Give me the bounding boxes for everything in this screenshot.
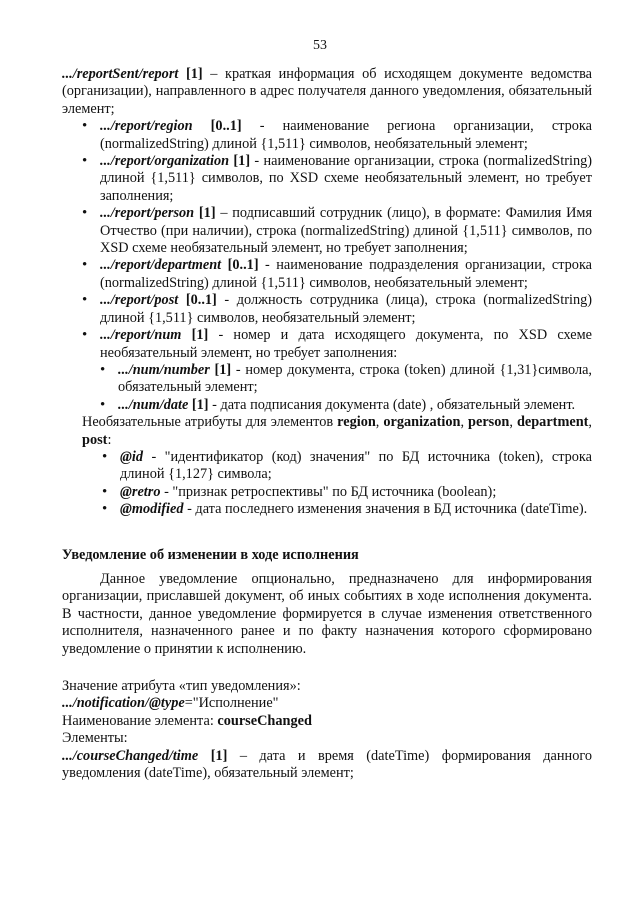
element-description: – подписавший сотрудник (лицо), в формате: Фамилия Имя Отчество (при наличии), строка (normalizedString) длиной {1,511} символов, по XSD схеме необязательный элемент, но требует заполнения; bbox=[100, 205, 593, 257]
attribute-description: - "идентификатор (код) значения" по БД источника (token), строка длиной {1,127} символа; bbox=[120, 448, 592, 483]
attribute-name: @retro bbox=[120, 483, 161, 500]
element-name: department bbox=[516, 414, 589, 431]
element-path: .../report/post bbox=[100, 292, 179, 309]
cardinality: [1] bbox=[210, 747, 228, 764]
num-sub-list bbox=[100, 362, 592, 414]
element-path: .../report/department bbox=[100, 257, 222, 274]
page-body bbox=[62, 66, 592, 782]
attribute-name: @id bbox=[120, 448, 144, 465]
element-path: .../report/region bbox=[100, 118, 193, 135]
cardinality: [0..1] bbox=[210, 118, 242, 135]
list-item-attr-retro bbox=[82, 484, 592, 501]
cardinality: [0..1] bbox=[185, 292, 217, 309]
list-item-num-date bbox=[100, 397, 592, 414]
element-description: - номер документа, строка (token) длиной {1,31}символа, обязательный элемент; bbox=[118, 361, 593, 396]
element-name: region bbox=[337, 414, 376, 431]
page-number: 53 bbox=[313, 38, 327, 53]
list-item-organization bbox=[62, 153, 592, 205]
notification-value: ="Исполнение" bbox=[184, 695, 279, 712]
list-item-num-number bbox=[100, 362, 592, 397]
list-item-attr-modified bbox=[82, 501, 592, 518]
cardinality: [1] bbox=[186, 66, 203, 82]
element-name-line bbox=[62, 713, 592, 730]
section-title: Уведомление об изменении в ходе исполнения bbox=[62, 546, 359, 563]
element-path: .../num/date bbox=[118, 396, 189, 413]
element-name: person bbox=[468, 414, 510, 431]
attribute-name: @modified bbox=[120, 501, 184, 518]
cardinality: [1] bbox=[233, 153, 251, 170]
report-element-list bbox=[62, 118, 592, 414]
element-name: courseChanged bbox=[217, 712, 312, 729]
element-name: post bbox=[82, 431, 108, 448]
attribute-list bbox=[62, 449, 592, 519]
element-path: .../report/num bbox=[100, 327, 182, 344]
element-path: .../report/person bbox=[100, 205, 195, 222]
element-description: – дата и время (dateTime) формирования данного уведомления (dateTime), обязательный элемент; bbox=[62, 747, 593, 782]
element-path: .../reportSent/report bbox=[62, 66, 179, 82]
attribute-value-label: Значение атрибута «тип уведомления»: bbox=[62, 678, 301, 694]
cardinality: [1] bbox=[191, 327, 209, 344]
element-description: – краткая информация об исходящем документе ведомства (организации), направленного в адрес получателя данного уведомления, обязательный элемент; bbox=[62, 66, 593, 117]
separator: , bbox=[375, 414, 384, 431]
report-sent-paragraph bbox=[62, 66, 592, 118]
list-item-department bbox=[62, 257, 592, 292]
list-item-post bbox=[62, 292, 592, 327]
course-time-paragraph bbox=[62, 748, 592, 783]
separator: , bbox=[588, 414, 592, 431]
elements-label: Элементы: bbox=[62, 730, 128, 747]
list-item-region bbox=[62, 118, 592, 153]
element-description: - должность сотрудника (лица), строка (normalizedString) длиной {1,511} символов, необязательный элемент; bbox=[100, 292, 592, 326]
attribute-description: - дата последнего изменения значения в БД источника (dateTime). bbox=[187, 501, 588, 518]
element-name-label: Наименование элемента: bbox=[62, 712, 218, 729]
cardinality: [0..1] bbox=[227, 257, 259, 274]
cardinality: [1] bbox=[198, 205, 216, 222]
cardinality: [1] bbox=[191, 396, 209, 413]
list-item-person bbox=[62, 205, 592, 257]
notification-path: .../notification/@type bbox=[62, 695, 185, 712]
separator: : bbox=[107, 431, 112, 448]
element-path: .../num/number bbox=[118, 361, 210, 378]
list-item-attr-id bbox=[82, 449, 592, 484]
section-paragraph: Данное уведомление опционально, предназначено для информирования организации, приславшей документ, об иных событиях в ходе исполнения документа. В частности, данное уведомление формируется в случае изменения ответственного исполнителя, назначенного ранее и по факту назначения которого сформировано уведомление о принятии к исполнению. bbox=[62, 570, 592, 657]
element-description: - наименование организации, строка (normalizedString) длиной {1,511} символов, по XSD схеме необязательный элемент, но требует заполнения; bbox=[100, 153, 593, 204]
list-item-num bbox=[62, 327, 592, 414]
separator: , bbox=[460, 414, 469, 431]
attribute-description: - "признак ретроспективы" по БД источника (boolean); bbox=[164, 483, 497, 500]
element-description: - дата подписания документа (date) , обязательный элемент. bbox=[212, 396, 576, 413]
separator: , bbox=[509, 414, 517, 431]
element-description: - наименование региона организации, строка (normalizedString) длиной {1,511} символов, необязательный элемент; bbox=[100, 118, 593, 152]
element-description: - наименование подразделения организации, строка (normalizedString) длиной {1,511} символов, необязательный элемент; bbox=[100, 257, 593, 291]
element-name: organization bbox=[383, 414, 461, 431]
optional-attributes-intro bbox=[62, 414, 592, 449]
element-path: .../report/organization bbox=[100, 153, 230, 170]
notification-type-line bbox=[62, 695, 592, 712]
element-path: .../courseChanged/time bbox=[62, 747, 199, 764]
element-description: - номер и дата исходящего документа, по XSD схеме необязательный элемент, но требует заполнения: bbox=[100, 327, 593, 361]
intro-text: Необязательные атрибуты для элементов bbox=[82, 414, 338, 431]
cardinality: [1] bbox=[214, 361, 232, 378]
